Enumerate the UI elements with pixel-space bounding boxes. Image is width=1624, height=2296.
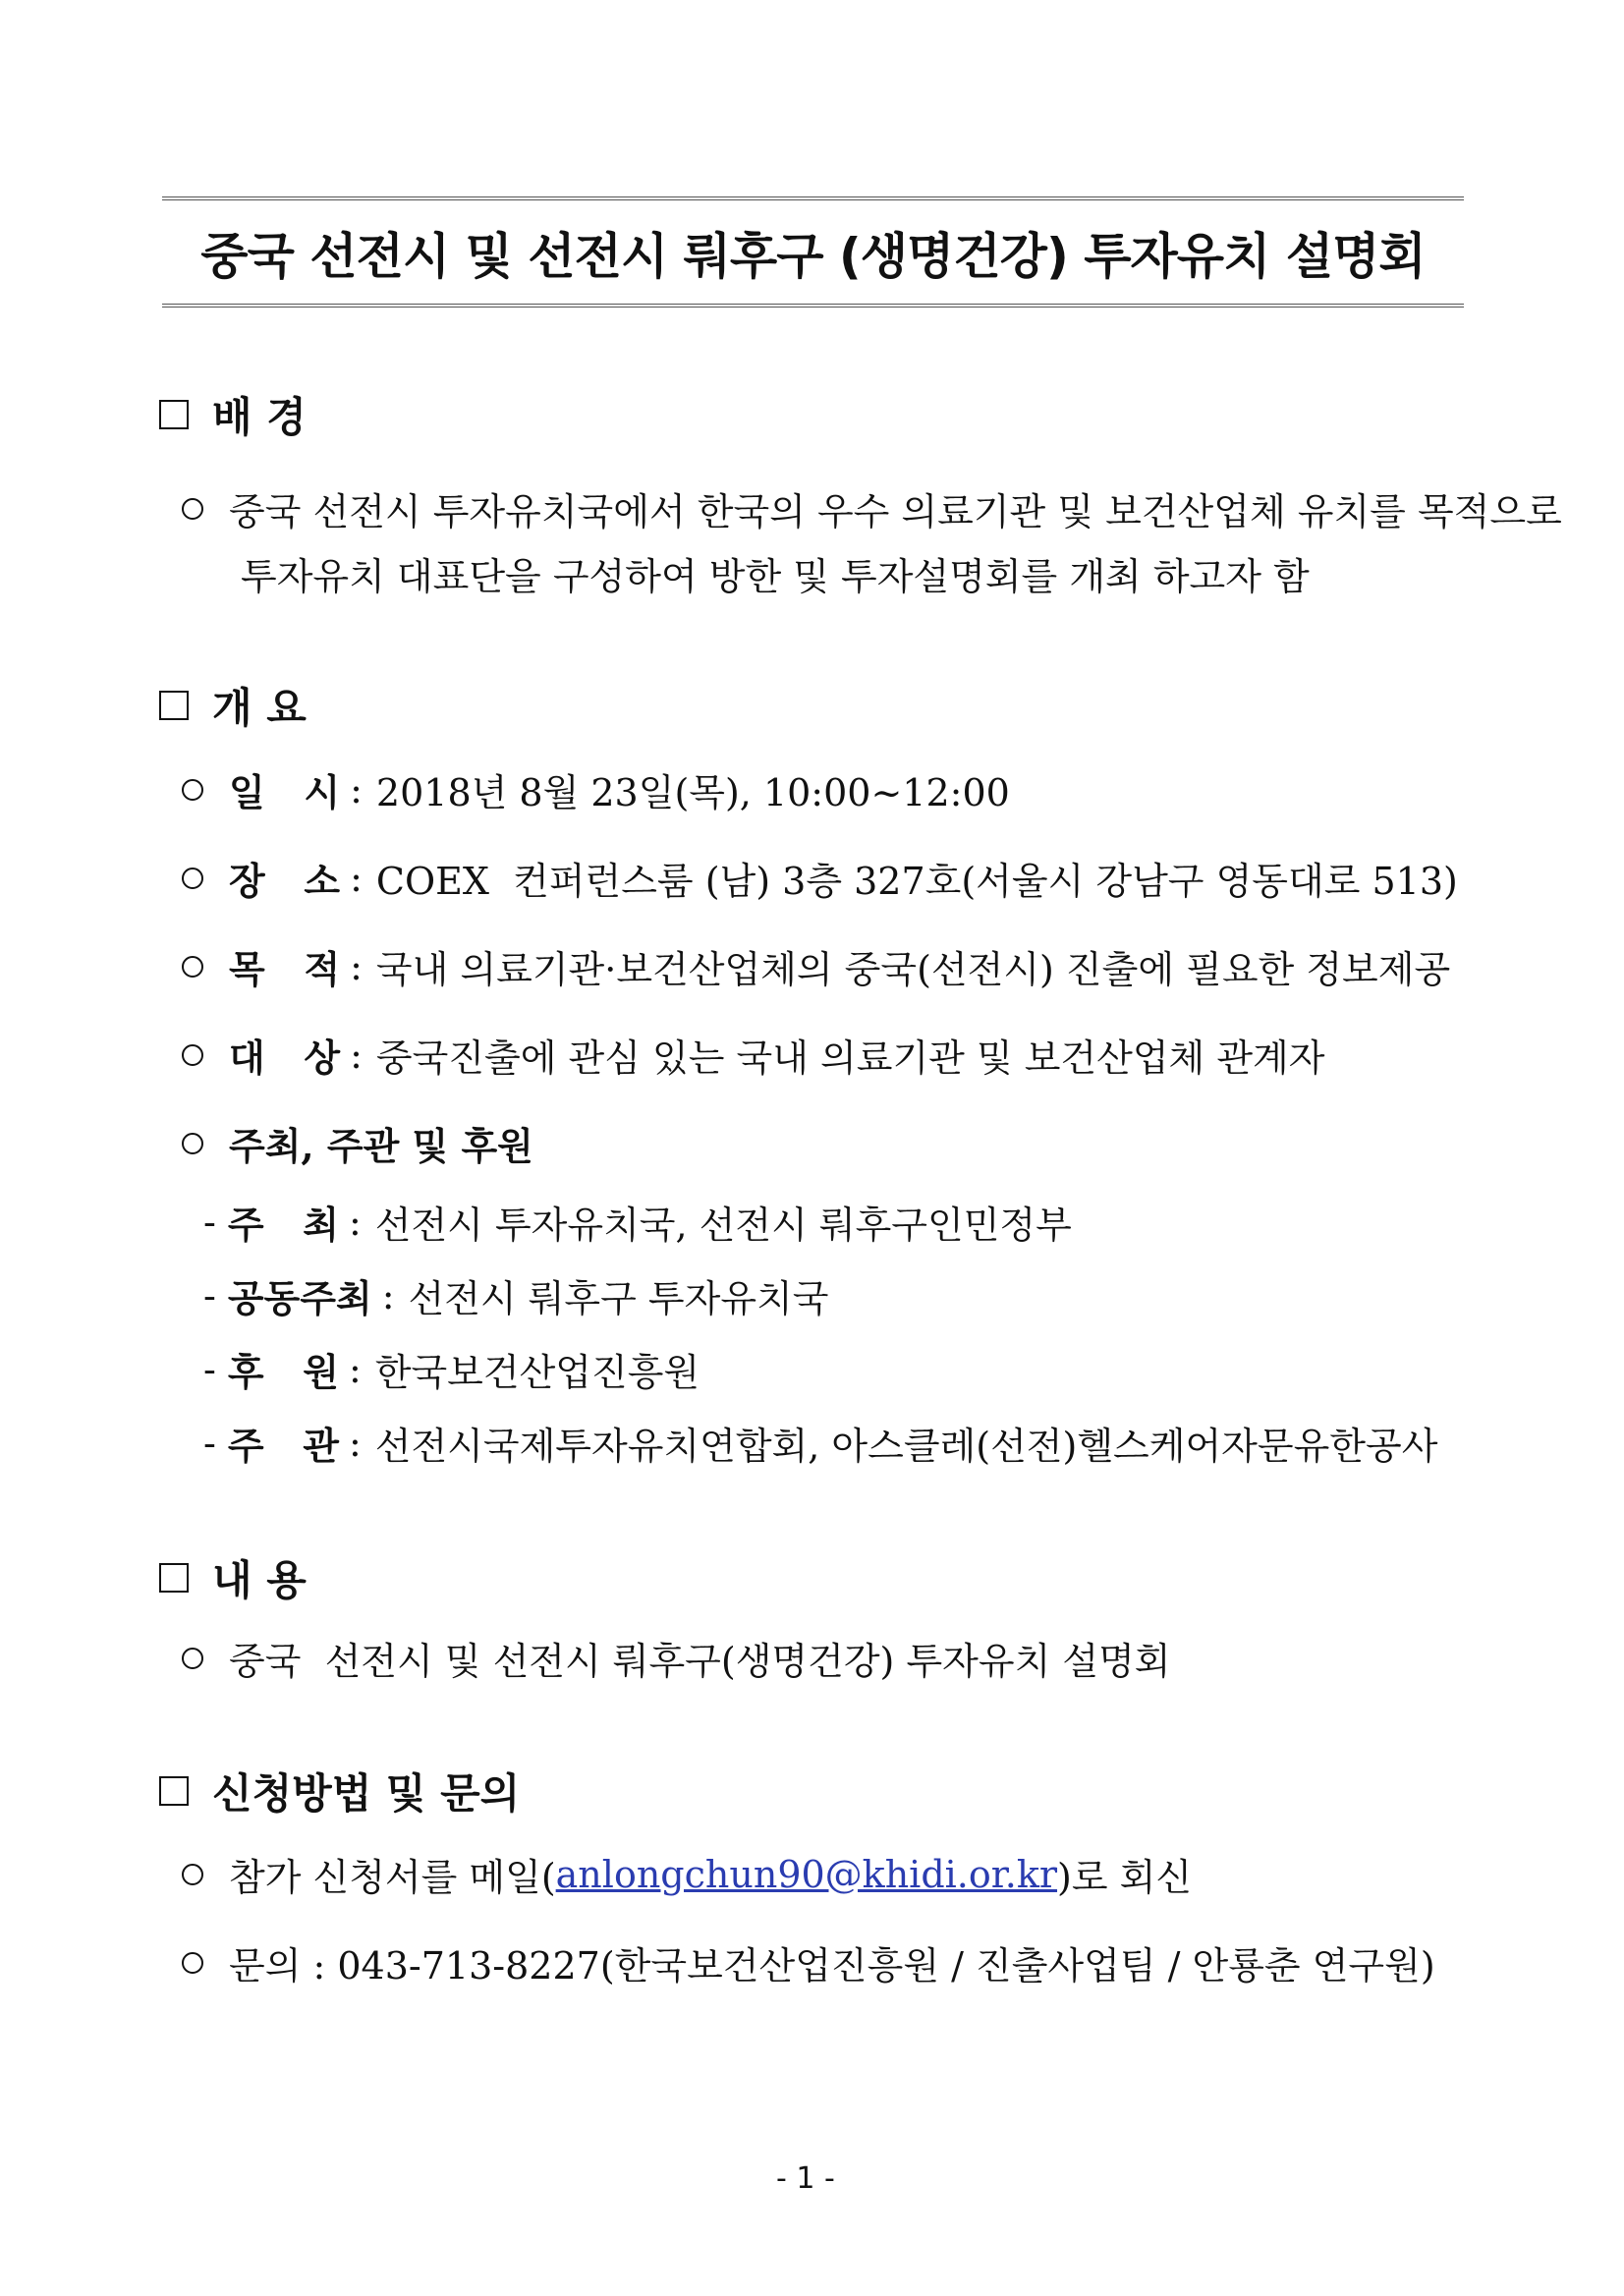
overview-place: 장 소 : COEX 컨퍼런스룸 (남) 3층 327호(서울시 강남구 영동대로 513) [182,851,1458,905]
section-heading-content: 내 용 [159,1548,307,1607]
application-contact-line: 문의 : 043-713-8227(한국보건산업진흥원 / 진출사업팀 / 안룡춘 연구원) [182,1935,1435,1989]
circle-bullet-icon [182,1044,203,1066]
title-box [162,196,1464,308]
background-line-2: 투자유치 대표단을 구성하여 방한 및 투자설명회를 개최 하고자 함 [241,555,1310,598]
checkbox-square-icon [159,1776,189,1806]
circle-bullet-icon [182,1133,203,1154]
checkbox-square-icon [159,1563,189,1593]
circle-bullet-icon [182,1952,203,1974]
heading-text: 배 경 [212,393,307,441]
overview-purpose: 목 적 : 국내 의료기관·보건산업체의 중국(선전시) 진출에 필요한 정보제공 [182,939,1450,993]
overview-target: 대 상 : 중국진출에 관심 있는 국내 의료기관 및 보건산업체 관계자 [182,1028,1324,1082]
circle-bullet-icon [182,779,203,801]
overview-host: - 주 최 : 선전시 투자유치국, 선전시 뤄후구인민정부 [203,1200,1072,1247]
content-line-1: 중국 선전시 및 선전시 뤄후구(생명건강) 투자유치 설명회 [182,1631,1171,1685]
section-heading-application: 신청방법 및 문의 [159,1762,520,1820]
page-number: - 1 - [776,2161,835,2196]
circle-bullet-icon [182,498,203,520]
circle-bullet-icon [182,868,203,889]
overview-organizer: - 주 관 : 선전시국제투자유치연합회, 아스클레(선전)헬스케어자문유한공사 [203,1421,1438,1468]
application-apply-line: 참가 신청서를 메일( anlongchun90@khidi.or.kr )로 회신 [182,1847,1192,1901]
section-heading-background [159,385,307,444]
overview-sponsor: - 후 원 : 한국보건산업진흥원 [203,1347,700,1394]
overview-date: 일 시 : 2018년 8월 23일(목), 10:00~12:00 [182,762,1010,816]
circle-bullet-icon [182,956,203,978]
overview-organizers-heading: 주최, 주관 및 후원 [182,1116,533,1170]
checkbox-square-icon [159,400,189,429]
overview-cohost: - 공동주최 : 선전시 뤄후구 투자유치국 [203,1273,829,1320]
section-heading-overview: 개 요 [159,676,307,735]
circle-bullet-icon [182,1648,203,1669]
document-title: 중국 선전시 및 선전시 뤄후구 (생명건강) 투자유치 설명회 [200,227,1426,285]
email-link[interactable]: anlongchun90@khidi.or.kr [555,1852,1058,1896]
circle-bullet-icon [182,1864,203,1885]
checkbox-square-icon [159,691,189,720]
background-line-1: 중국 선전시 투자유치국에서 한국의 우수 의료기관 및 보건산업체 유치를 목적으로 [182,481,1562,535]
